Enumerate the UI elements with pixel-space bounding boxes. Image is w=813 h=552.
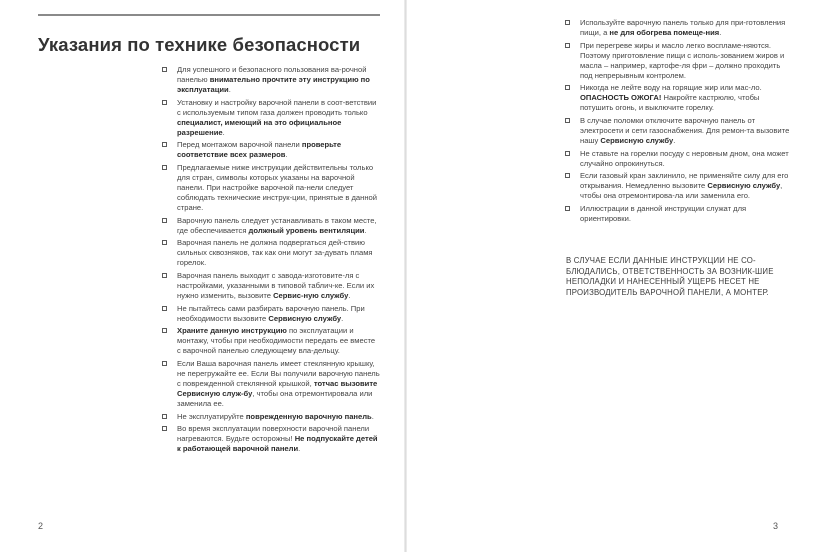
checkbox-bullet-icon xyxy=(162,328,167,333)
safety-list-right xyxy=(565,18,793,226)
checkbox-bullet-icon xyxy=(162,426,167,431)
page-title: Указания по технике безопасности xyxy=(38,34,361,55)
list-item xyxy=(162,359,380,409)
list-item xyxy=(565,204,793,224)
list-item xyxy=(162,412,380,422)
checkbox-bullet-icon xyxy=(565,85,570,90)
checkbox-bullet-icon xyxy=(162,165,167,170)
list-item-text: Перед монтажом варочной панели проверьте соответствие всех размеров. xyxy=(177,140,342,160)
list-item-text: При перегреве жиры и масло легко воспламе-няются. Поэтому приготовление пищи с исполь-зованием жиров и масла – например, картофе-ля фри – должно проходить под непрерывным контролем. xyxy=(580,40,785,80)
checkbox-bullet-icon xyxy=(162,67,167,72)
list-item-text: Для успешного и безопасного пользования ва-рочной панелью внимательно прочтите эту инструкцию по эксплуатации. xyxy=(177,65,370,95)
checkbox-bullet-icon xyxy=(162,361,167,366)
list-item xyxy=(162,271,380,301)
list-item-text: Если газовый кран заклинило, не применяйте силу для его открывания. Немедленно вызовите Сервисную службу, чтобы она отремонтирова-ла или заменила его. xyxy=(580,171,789,201)
list-item-text: Варочная панель выходит с завода-изготовите-ля с настройками, указанными в типовой таблич-ке. Если их нужно изменить, вызовите Сервис-ную службу. xyxy=(177,270,375,300)
list-item xyxy=(565,149,793,169)
checkbox-bullet-icon xyxy=(565,173,570,178)
list-item-text: Установку и настройку варочной панели в соот-ветствии с используемым типом газа должен проводить только специалист, имеющий на это официальное разрешение. xyxy=(177,97,377,137)
checkbox-bullet-icon xyxy=(162,306,167,311)
list-item xyxy=(565,116,793,146)
checkbox-bullet-icon xyxy=(162,273,167,278)
list-item-text: Иллюстрации в данной инструкции служат для ориентировки. xyxy=(580,203,747,223)
checkbox-bullet-icon xyxy=(565,43,570,48)
checkbox-bullet-icon xyxy=(162,100,167,105)
list-item-text: Варочная панель не должна подвергаться дей-ствию сильных сквозняков, так как они могут за-дувать пламя горелок. xyxy=(177,238,373,268)
header-rule xyxy=(38,14,380,16)
list-item xyxy=(565,41,793,81)
safety-list-left xyxy=(162,65,380,457)
list-item xyxy=(162,304,380,324)
list-item-text: Никогда не лейте воду на горящие жир или мас-ло. ОПАСНОСТЬ ОЖОГА! Накройте кастрюлю, чтобы потушить огонь, и выключите горелку. xyxy=(580,83,762,113)
list-item-text: Используйте варочную панель только для при-готовления пищи, а не для обогрева помеще-ния. xyxy=(580,18,786,38)
list-item xyxy=(162,65,380,95)
checkbox-bullet-icon xyxy=(162,218,167,223)
list-item xyxy=(162,140,380,160)
list-item-text: Не эксплуатируйте поврежденную варочную панель. xyxy=(177,411,374,421)
list-item-text: Предлагаемые ниже инструкции действительны только для стран, символы которых указаны на варочной панели. При настройке варочной па-нели следует соблюдать технические инструк-ции, принятые в данной стране. xyxy=(177,162,378,213)
list-item-text: В случае поломки отключите варочную панель от электросети и сети газоснабжения. Для ремон-та вызовите нашу Сервисную службу. xyxy=(580,115,790,146)
checkbox-bullet-icon xyxy=(565,151,570,156)
list-item xyxy=(162,326,380,356)
liability-warning: В СЛУЧАЕ ЕСЛИ ДАННЫЕ ИНСТРУКЦИИ НЕ СО-БЛЮДАЛИСЬ, ОТВЕТСТВЕННОСТЬ ЗА ВОЗНИК-ШИЕ НЕПОЛАДКИ И НАНЕСЕННЫЙ УЩЕРБ НЕСЕТ НЕ ПРОИЗВОДИТЕЛЬ ВАРОЧНОЙ ПАНЕЛИ, А МОНТЕР. xyxy=(566,256,774,297)
list-item-text: Не ставьте на горелки посуду с неровным дном, она может случайно опрокинуться. xyxy=(580,148,789,168)
list-item xyxy=(565,18,793,38)
checkbox-bullet-icon xyxy=(162,142,167,147)
list-item-text: Не пытайтесь сами разбирать варочную панель. При необходимости вызовите Сервисную службу. xyxy=(177,303,365,323)
list-item-text: Варочную панель следует устанавливать в таком месте, где обеспечивается должный уровень вентиляции. xyxy=(177,215,377,235)
list-item-text: Если Ваша варочная панель имеет стеклянную крышку, не перегружайте ее. Если Вы получили варочную панель с поврежденной стеклянной крышкой, тотчас вызовите Сервисную служ-бу, чтобы она отремонтировала или заменила ее. xyxy=(177,358,380,408)
list-item-text: Храните данную инструкцию по эксплуатации и монтажу, чтобы при необходимости передать ее вместе с варочной панелью следующему вла-дельцу. xyxy=(177,326,376,356)
list-item xyxy=(162,216,380,236)
list-item xyxy=(162,424,380,454)
list-item xyxy=(162,238,380,268)
list-item xyxy=(162,98,380,138)
list-item xyxy=(565,83,793,113)
list-item xyxy=(565,171,793,201)
page-number-left: 2 xyxy=(38,521,44,531)
list-item xyxy=(162,163,380,213)
checkbox-bullet-icon xyxy=(565,206,570,211)
checkbox-bullet-icon xyxy=(565,20,570,25)
checkbox-bullet-icon xyxy=(565,118,570,123)
checkbox-bullet-icon xyxy=(162,414,167,419)
page-number-right: 3 xyxy=(773,521,779,531)
list-item-text: Во время эксплуатации поверхности варочной панели нагреваются. Будьте осторожны! Не подпускайте детей к работающей варочной панели. xyxy=(177,424,378,454)
checkbox-bullet-icon xyxy=(162,240,167,245)
